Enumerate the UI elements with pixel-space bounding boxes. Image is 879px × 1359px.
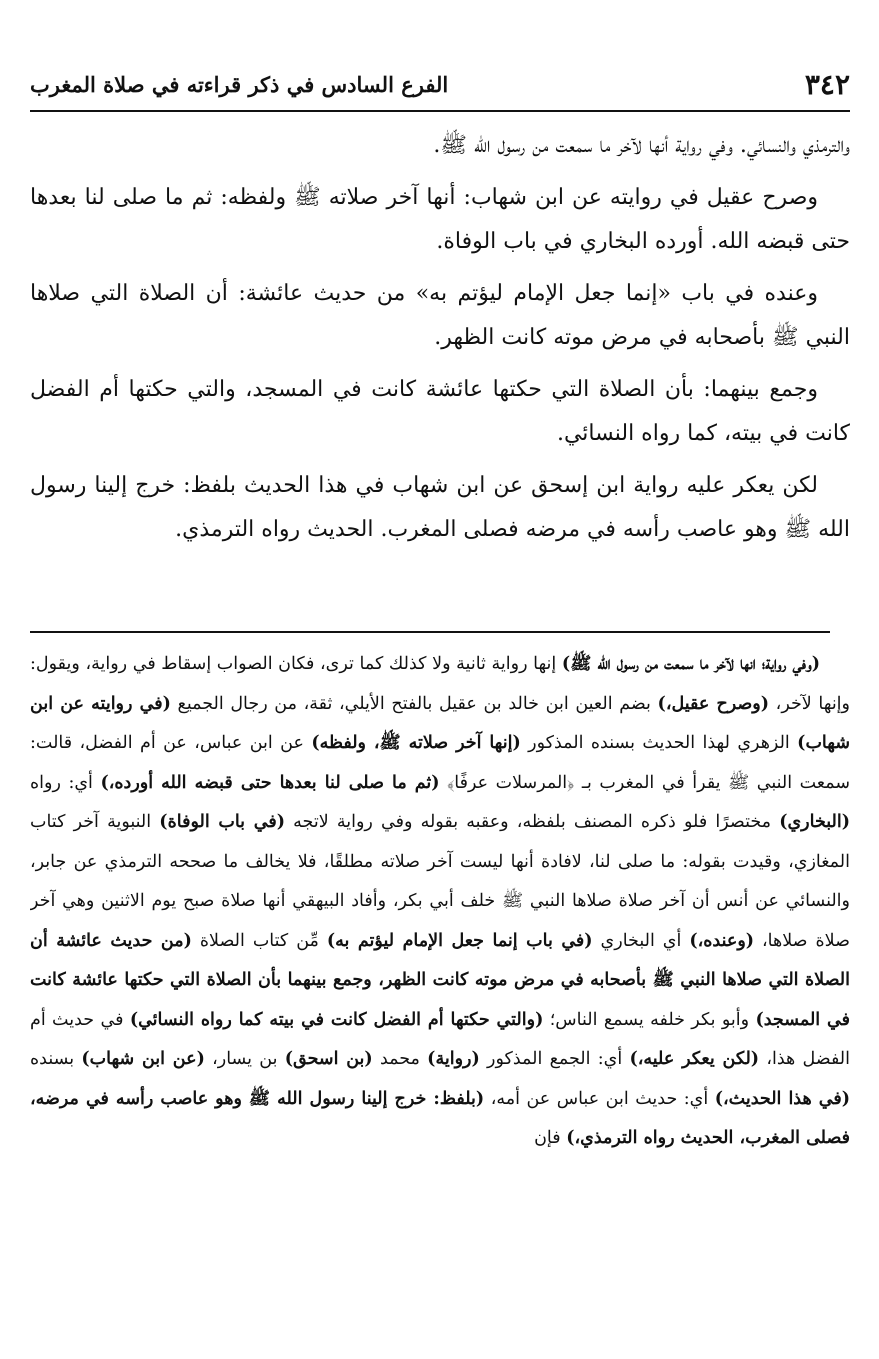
quoted-source-segment: (من حديث عائشة أن الصلاة التي صلاها النبي ﷺ بأصحابه في مرض موته كانت الظهر، وجمع بينهما بأن الصلاة التي حكتها عائشة كانت في المسجد) (30, 930, 850, 1030)
commentary-segment: بسنده (30, 1049, 82, 1069)
quoted-source-segment: (بن اسحق) (284, 1049, 373, 1069)
commentary-segment: أي البخاري (592, 930, 690, 951)
commentary-footnotes (30, 645, 850, 1345)
quoted-source-segment: (وعنده،) (689, 930, 755, 951)
commentary-segment: أي: حديث ابن عباس عن أمه، (484, 1088, 715, 1109)
quoted-source-segment: (عن ابن شهاب) (81, 1049, 205, 1069)
quoted-source-segment: (وصرح عقيل،) (657, 693, 770, 714)
commentary-segment: مِّن كتاب الصلاة (191, 930, 327, 951)
commentary-segment: إنها رواية ثانية ولا كذلك كما ترى، فكان الصواب إسقاط في رواية، ويقول: وإنها لآخر، (30, 654, 850, 714)
quoted-source-segment: (البخاري) (779, 812, 850, 832)
main-paragraph: وجمع بينهما: بأن الصلاة التي حكتها عائشة كانت في المسجد، والتي حكتها أم الفضل كانت في بيته، كما رواه النسائي. (30, 377, 850, 446)
quoted-source-segment: (في روايته عن ابن شهاب) (30, 693, 850, 753)
quoted-source-segment: (لكن يعكر عليه،) (629, 1049, 760, 1069)
quoted-source-segment: (في باب الوفاة) (159, 812, 285, 832)
running-title: الفرع السادس في ذكر قراءته في صلاة المغرب (30, 71, 449, 97)
quoted-source-segment: (إنها آخر صلاته ﷺ، ولفظه) (311, 733, 521, 753)
commentary-segment: فإن (534, 1128, 567, 1148)
commentary-segment: في حديث أم الفضل هذا، (30, 1009, 850, 1069)
quoted-source-segment: (في هذا الحديث،) (714, 1088, 850, 1109)
quoted-source-segment: (في باب إنما جعل الإمام ليؤتم به) (326, 930, 593, 951)
commentary-segment: أي: رواه (30, 772, 101, 793)
quoted-source-segment: (والتي حكتها أم الفضل كانت في بيته كما رواه النسائي) (129, 1009, 544, 1030)
commentary-segment: أي: الجمع المذكور (479, 1049, 630, 1069)
page-header (30, 64, 850, 104)
footnote-divider (30, 631, 830, 633)
commentary-segment: عن ابن عباس، عن أم الفضل، قالت: سمعت النبي ﷺ يقرأ في المغرب بـ ﴿المرسلات عرفًا﴾ (30, 733, 850, 793)
commentary-segment: الزهري لهذا الحديث بسنده المذكور (520, 733, 798, 753)
main-paragraph: والترمذي والنسائي. وفي رواية أنها لآخر ما سمعت من رسول الله ﷺ. (433, 133, 850, 158)
quoted-source-segment: (بلفظ: خرج إلينا رسول الله ﷺ وهو عاصب رأسه في مرضه، فصلى المغرب، الحديث رواه الترمذي،) (30, 1088, 850, 1148)
quoted-source-segment: (رواية) (427, 1049, 480, 1069)
quoted-source-segment: (وفي رواية؛ انها لآخر ما سمعت من رسول الله ﷺ) (561, 654, 820, 674)
main-paragraph: لكن يعكر عليه رواية ابن إسحق عن ابن شهاب في هذا الحديث بلفظ: خرج إلينا رسول الله ﷺ وهو عاصب رأسه في مرضه فصلى المغرب. الحديث رواه الترمذي. (30, 473, 850, 542)
quoted-source-segment: (ثم ما صلى لنا بعدها حتى قبضه الله أورده،) (100, 772, 440, 793)
commentary-segment: بضم العين ابن خالد بن عقيل بالفتح الأيلي، ثقة، من رجال الجميع (170, 693, 658, 714)
commentary-segment: محمد (372, 1049, 428, 1069)
commentary-segment: النبوية آخر كتاب المغازي، وقيدت بقوله: ما صلى لنا، لافادة أنها ليست آخر صلاته مطلقًا، فلا يخالف ما صححه الترمذي عن جابر، والنسائي عن أنس أن آخر صلاة صلاها النبي ﷺ خلف أبي بكر، وأفاد البيهقي أنها صلاة صبح يوم الاثنين وهي آخر صلاة صلاها، (30, 812, 850, 951)
main-paragraph: وصرح عقيل في روايته عن ابن شهاب: أنها آخر صلاته ﷺ ولفظه: ثم ما صلى لنا بعدها حتى قبضه الله. أورده البخاري في باب الوفاة. (30, 185, 850, 254)
main-paragraph: وعنده في باب «إنما جعل الإمام ليؤتم به» من حديث عائشة: أن الصلاة التي صلاها النبي ﷺ بأصحابه في مرض موته كانت الظهر. (30, 281, 850, 350)
commentary-segment: وأبو بكر خلفه يسمع الناس؛ (543, 1009, 756, 1030)
commentary-segment: بن يسار، (204, 1049, 285, 1069)
main-text (30, 124, 850, 560)
commentary-paragraph (30, 645, 850, 1159)
page-number: ٣٤٢ (804, 67, 850, 101)
header-divider (30, 110, 850, 112)
commentary-segment: مختصرًا فلو ذكره المصنف بلفظه، وعقبه بقوله وفي رواية لاتجه (284, 812, 780, 832)
